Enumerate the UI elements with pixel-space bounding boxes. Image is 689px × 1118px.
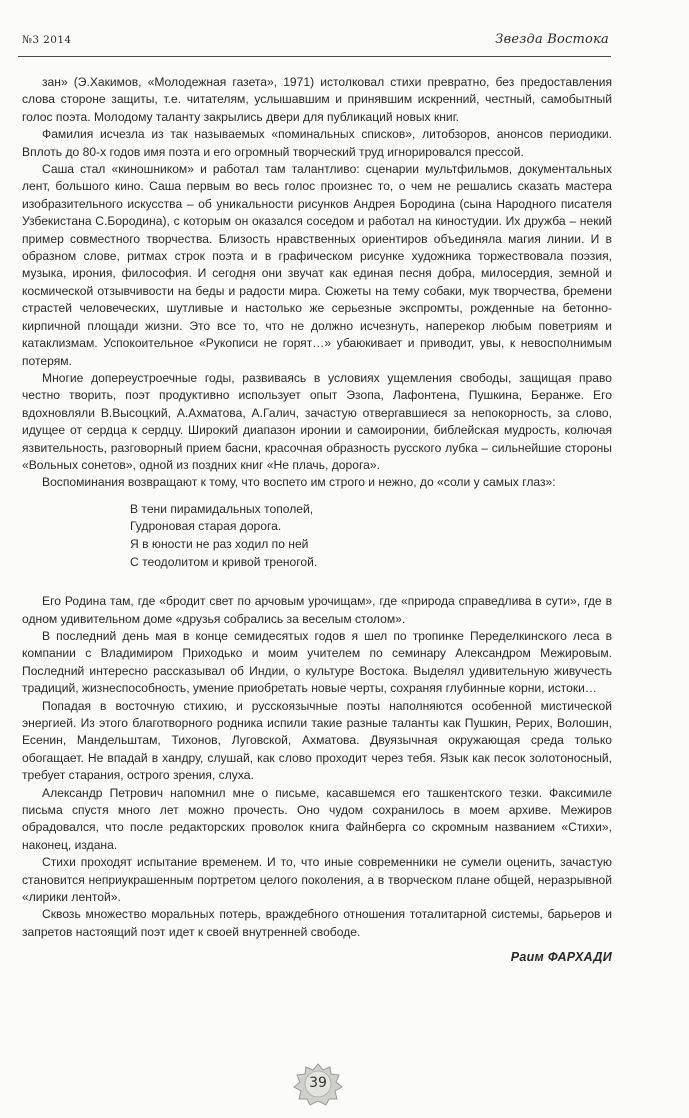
paragraph: Многие допереустроечные годы, развиваясь в условиях ущемления свободы, защищая право честно творить, поэт продуктивно использует опыт Эзопа, Лафонтена, Пушкина, Беранже. Его вдохновляли В.Высоцкий, А.Ахматова, А.Галич, зачастую отвергавшиеся за непокорность, за слово, идущее от сердца к сердцу. Широкий диапазон иронии и самоиронии, библейская мудрость, колючая язвительность, разговорный прием басни, красочная образность русского лубка – сильнейшие стороны «Вольных сонетов», одной из поздних книг «Не плачь, дорога». — [22, 370, 612, 472]
article-body — [22, 74, 612, 967]
paragraph: Стихи проходят испытание временем. И то, что иные современники не сумели оценить, зачастую становится неприукрашенным портретом целого поколения, а в творческом плане общей, неразрывной «лирики лентой». — [22, 855, 612, 905]
journal-title: Звезда Востока — [495, 32, 609, 47]
poem-line: В тени пирамидальных тополей, — [130, 501, 314, 516]
author-signature: Раим ФАРХАДИ — [510, 950, 612, 965]
poem-line: Я в юности не раз ходил по ней — [130, 536, 309, 551]
poem-line: Гудроновая старая дорога. — [130, 519, 282, 534]
spacer — [22, 581, 612, 593]
page-number: 39 — [309, 1075, 327, 1091]
poem-line: С теодолитом и кривой треногой. — [130, 554, 318, 569]
paragraph: Сквозь множество моральных потерь, враждебного отношения тоталитарной системы, барьеров и запретов настоящий поэт идет к своей внутренней свободе. — [22, 907, 612, 939]
paragraph: зан» (Э.Хакимов, «Молодежная газета», 1971) истолковал стихи превратно, без предоставления слова стороне защиты, т.е. читателям, услышавшим и принявшим искренний, честный, самобытный голос поэта. Молодому таланту закрылись двери для публикаций новых книг. — [22, 75, 612, 124]
paragraph: Фамилия исчезла из так называемых «поминальных списков», литобзоров, анонсов периодики. Вплоть до 80-х годов имя поэта и его огромный творческий труд игнорировался прессой. — [22, 127, 612, 159]
paragraph: Его Родина там, где «бродит свет по арчовым урочищам», где «природа справедлива в сути», где в одном удивительном доме «друзья собрались за веселым столом». — [22, 594, 612, 626]
running-header — [18, 26, 611, 57]
paragraph: Александр Петрович напомнил мне о письме, касавшемся его ташкентского тезки. Факсимиле письма спустя много лет можно прочесть. Оно чудом сохранилось в моем архиве. Межиров обрадовался, что после редакторских проволок книга Файнберга со скромным названием «Стихи», наконец, издана. — [22, 785, 612, 852]
paragraph: Попадая в восточную стихию, и русскоязычные поэты наполняются особенной мистической энергией. Из этого благотворного родника испили такие разные таланты как Пушкин, Рерих, Волошин, Есенин, Мандельштам, Тихонов, Луговской, Ахматова. Двуязычная окружающая среда только обогащает. Не впадай в хандру, слушай, как слово проходит через тебя. Язык как песок золотоносный, требует старания, острого зрения, слуха. — [22, 698, 612, 783]
issue-number: №3 2014 — [22, 34, 72, 46]
paragraph: Воспоминания возвращают к тому, что воспето им строго и нежно, до «соли у самых глаз»: — [42, 475, 556, 490]
poem-quote — [130, 501, 612, 571]
paragraph: В последний день мая в конце семидесятых годов я шел по тропинке Переделкинского леса в компании с Владимиром Приходько и моим учителем по семинару Александром Межировым. Последний интересно рассказывал об Индии, о культуре Востока. Выделял удивительную живучесть традиций, жизнеспособность, умение приобретать новые черты, сохраняя глубинные корни, истоки… — [22, 628, 612, 696]
paragraph: Саша стал «киношником» и работал там талантливо: сценарии мультфильмов, документальных лент, большого кино. Саша первым во весь голос произнес то, о чем не решались сказать мастера изобразительного искусства – об уникальности рисунков Андрея Бородина (сына Народного писателя Узбекистана С.Бородина), с которым он оказался соседом и работал на киностудии. Их дружба – некий пример совместного творчества. Близость нравственных ориентиров объединяла магия линии. И в образном слове, ритмах строк поэта и в графическом рисунке художника торжествовала поэзия, музыка, ирония, философия. И сегодня они звучат как единая песня добра, милосердия, земной и космической отзывчивости на беды и радости мира. Сюжеты на тему собаки, мук творчества, бремени страстей человеческих, шутливые и настолько же серьезные экспромты, рожденные на бетонно-кирпичной площади жизни. Это все то, что не должно исчезнуть, наперекор любым поветриям и катаклизмам. Успокоительное «Рукописи не горят…» убаюкивает и приводит, увы, к невосполнимым потерям. — [22, 162, 612, 368]
page-number-badge — [292, 1062, 344, 1106]
